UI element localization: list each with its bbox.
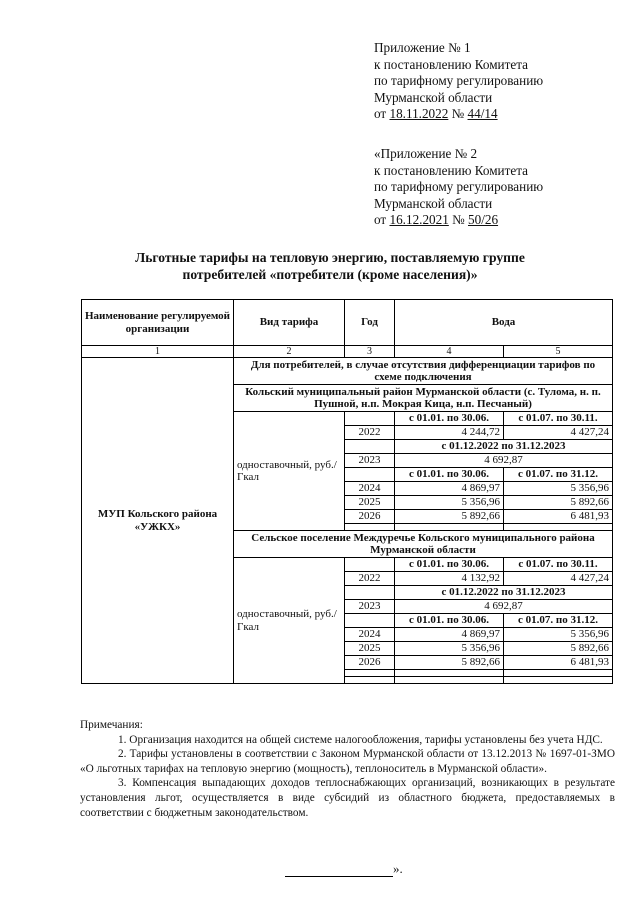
value-cell: 6 481,93 (504, 656, 613, 670)
closing-mark (285, 861, 403, 877)
value-cell (504, 677, 613, 684)
appendix-2-date-line (374, 212, 543, 229)
header-year: Год (345, 300, 395, 346)
closing-underline (285, 864, 393, 877)
appendix-1-date: 18.11.2022 (389, 106, 449, 122)
value-cell: 5 356,96 (504, 482, 613, 496)
value-cell: 5 356,96 (395, 496, 504, 510)
appendix-1-line: Мурманской области (374, 89, 493, 105)
notes-title: Примечания: (80, 719, 143, 731)
year-cell: 2025 (345, 642, 395, 656)
value-cell: 4 427,24 (504, 572, 613, 586)
appendix-2-block (374, 146, 543, 229)
appendix-2-number: 50/26 (468, 212, 499, 228)
year-cell (345, 614, 395, 628)
tariff-table (81, 299, 613, 684)
notes-block (80, 718, 615, 820)
column-number: 1 (82, 346, 234, 358)
appendix-1-block (374, 40, 543, 123)
header-tariff-type: Вид тарифа (234, 300, 345, 346)
title-line: потребителей «потребители (кроме населения)» (182, 267, 478, 282)
section-name-cell: Сельское поселение Междуречье Кольского муниципального района Мурманской области (234, 531, 613, 558)
year-cell (345, 670, 395, 677)
number-sign: № (452, 212, 465, 228)
value-cell: 5 892,66 (504, 642, 613, 656)
number-sign: № (451, 106, 465, 122)
year-cell: 2025 (345, 496, 395, 510)
period-cell: с 01.07. по 30.11. (504, 558, 613, 572)
value-cell (395, 524, 504, 531)
value-cell: 5 356,96 (504, 628, 613, 642)
appendix-2-date: 16.12.2021 (389, 212, 449, 228)
value-merged-cell: 4 692,87 (395, 454, 613, 468)
period-merged-cell: с 01.12.2022 по 31.12.2023 (395, 440, 613, 454)
year-cell (345, 524, 395, 531)
column-number-row (82, 346, 613, 358)
column-number: 2 (234, 346, 345, 358)
year-cell (345, 468, 395, 482)
column-number: 5 (504, 346, 613, 358)
appendix-1-line: Приложение № 1 (374, 40, 471, 55)
year-cell: 2023 (345, 454, 395, 468)
tariff-type-cell: одноставочный, руб./Гкал (234, 558, 345, 684)
value-cell: 5 892,66 (395, 510, 504, 524)
tariff-type-cell: одноставочный, руб./Гкал (234, 412, 345, 531)
value-cell: 4 869,97 (395, 628, 504, 642)
appendix-2-line: к постановлению Комитета (374, 162, 528, 178)
period-cell: с 01.01. по 30.06. (395, 412, 504, 426)
year-cell: 2026 (345, 510, 395, 524)
period-cell: с 01.07. по 31.12. (504, 614, 613, 628)
org-name-cell: МУП Кольского района «УЖКХ» (82, 358, 234, 684)
year-cell (345, 558, 395, 572)
condition-cell: Для потребителей, в случае отсутствия дифференциации тарифов по схеме подключения (234, 358, 613, 385)
year-cell (345, 677, 395, 684)
year-cell: 2026 (345, 656, 395, 670)
year-cell (345, 586, 395, 600)
value-cell: 4 427,24 (504, 426, 613, 440)
value-cell: 6 481,93 (504, 510, 613, 524)
title-line: Льготные тарифы на тепловую энергию, поставляемую группе (135, 250, 525, 265)
value-merged-cell: 4 692,87 (395, 600, 613, 614)
value-cell (504, 524, 613, 531)
table-row (82, 358, 613, 385)
period-cell: с 01.01. по 30.06. (395, 614, 504, 628)
document-title (70, 249, 590, 283)
value-cell: 4 244,72 (395, 426, 504, 440)
year-cell: 2024 (345, 628, 395, 642)
date-prefix: от (374, 212, 387, 228)
value-cell: 4 869,97 (395, 482, 504, 496)
value-cell: 4 132,92 (395, 572, 504, 586)
note-item: 1. Организация находится на общей системе налогообложения, тарифы установлены без учета НДС. (118, 733, 603, 746)
year-cell: 2024 (345, 482, 395, 496)
column-number: 4 (395, 346, 504, 358)
period-cell: с 01.01. по 30.06. (395, 468, 504, 482)
period-cell: с 01.07. по 31.12. (504, 468, 613, 482)
year-cell (345, 412, 395, 426)
table-header-row (82, 300, 613, 346)
period-cell: с 01.07. по 30.11. (504, 412, 613, 426)
value-cell: 5 892,66 (504, 496, 613, 510)
value-cell: 5 356,96 (395, 642, 504, 656)
appendix-1-line: к постановлению Комитета (374, 56, 528, 72)
note-item: 3. Компенсация выпадающих доходов теплоснабжающих организаций, возникающих в результате установления льгот, осуществляется в виде субсидий из областного бюджета, предоставляемых в соответствии с бюджетным законодательством. (80, 777, 615, 819)
period-merged-cell: с 01.12.2022 по 31.12.2023 (395, 586, 613, 600)
period-cell: с 01.01. по 30.06. (395, 558, 504, 572)
appendix-2-line: Мурманской области (374, 195, 493, 211)
date-prefix: от (374, 106, 387, 122)
header-org: Наименование регулируемой организации (82, 300, 234, 346)
year-cell: 2023 (345, 600, 395, 614)
value-cell: 5 892,66 (395, 656, 504, 670)
closing-text: ». (393, 861, 403, 876)
value-cell (395, 677, 504, 684)
appendix-1-number: 44/14 (467, 106, 498, 122)
value-cell (395, 670, 504, 677)
year-cell: 2022 (345, 426, 395, 440)
header-water: Вода (395, 300, 613, 346)
note-item: 2. Тарифы установлены в соответствии с Законом Мурманской области от 13.12.2013 № 1697-01-ЗМО «О льготных тарифах на тепловую энергию (мощность), теплоноситель в Мурманской области». (80, 748, 615, 775)
year-cell: 2022 (345, 572, 395, 586)
column-number: 3 (345, 346, 395, 358)
year-cell (345, 440, 395, 454)
appendix-1-date-line (374, 106, 543, 123)
section-name-cell: Кольский муниципальный район Мурманской области (с. Тулома, н. п. Пушной, н.п. Мокрая Кица, н.п. Песчаный) (234, 385, 613, 412)
value-cell (504, 670, 613, 677)
appendix-2-line: «Приложение № 2 (374, 146, 478, 161)
appendix-1-line: по тарифному регулированию (374, 73, 544, 89)
appendix-2-line: по тарифному регулированию (374, 179, 544, 195)
